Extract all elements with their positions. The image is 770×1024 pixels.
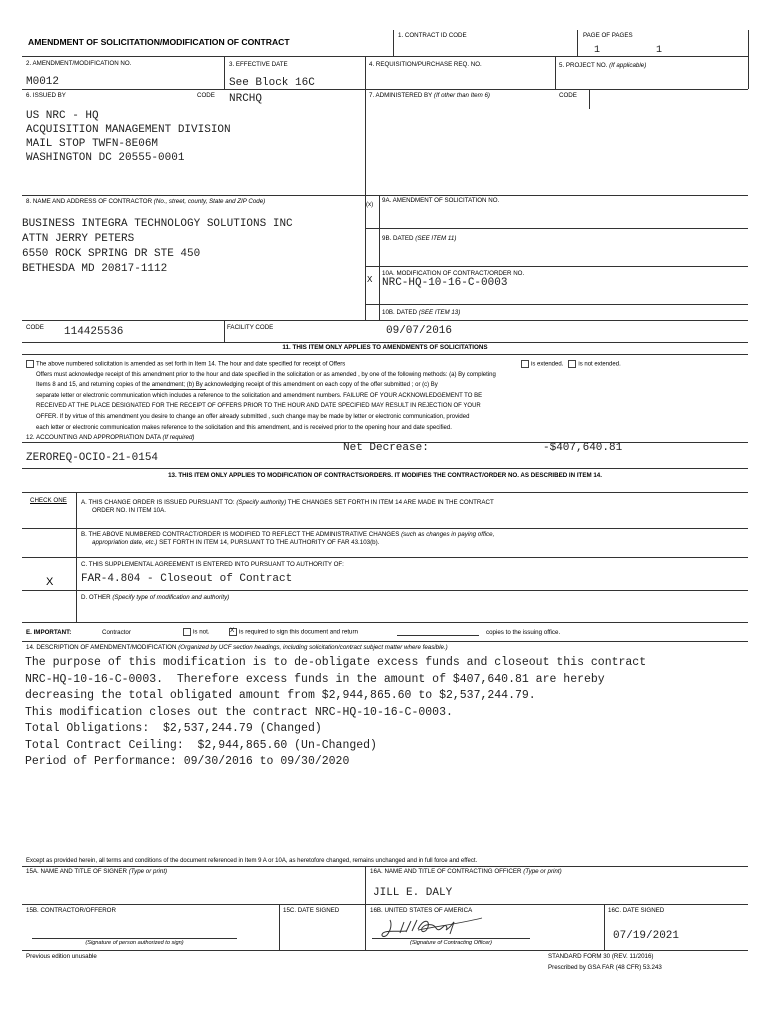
instruction-line: separate letter or electronic communication which includes a reference to the solicitation and amendment numbers. FAILURE OF YOUR ACKNOWLEDGEMENT TO BE bbox=[36, 393, 483, 399]
block14-label: 14. DESCRIPTION OF AMENDMENT/MODIFICATION (Organized by UCF section headings, including solicitation/contract subject matter where feasible.) bbox=[26, 644, 448, 651]
option-c[interactable]: C. THIS SUPPLEMENTAL AGREEMENT IS ENTERED INTO PURSUANT TO AUTHORITY OF: bbox=[81, 561, 344, 568]
block12-label: 12. ACCOUNTING AND APPROPRIATION DATA (If required) bbox=[26, 434, 195, 441]
is-required-checkbox[interactable] bbox=[229, 628, 237, 636]
date-signed-officer: 07/19/2021 bbox=[613, 930, 680, 942]
option-a-line2: ORDER NO. IN ITEM 10A. bbox=[92, 507, 166, 514]
contractor-code: 114425536 bbox=[64, 326, 124, 338]
instruction-line: Items 8 and 15, and returning copies of the amendment; (b) By acknowledging receipt of this amendment on each copy of the offer submitted ; or (c) By bbox=[36, 382, 438, 388]
block16c-label: 16C. DATE SIGNED bbox=[608, 907, 665, 914]
prescribed-by: Prescribed by GSA FAR (48 CFR) 53.243 bbox=[548, 964, 662, 971]
modification-check-mark: X bbox=[367, 275, 373, 284]
form-title: AMENDMENT OF SOLICITATION/MODIFICATION OF CONTRACT bbox=[28, 37, 290, 47]
page-of-pages-label: PAGE OF PAGES bbox=[583, 32, 633, 39]
copies-text: copies to the issuing office. bbox=[486, 629, 561, 636]
is-required-option: X is required to sign this document and return bbox=[230, 627, 359, 636]
option-b[interactable]: B. THE ABOVE NUMBERED CONTRACT/ORDER IS MODIFIED TO REFLECT THE ADMINISTRATIVE CHANGES (such as changes in paying office, bbox=[81, 531, 495, 538]
block16a-label: 16A. NAME AND TITLE OF CONTRACTING OFFICER (Type or print) bbox=[370, 868, 562, 875]
supplemental-authority: FAR-4.804 - Closeout of Contract bbox=[81, 573, 293, 585]
block5-label: 5. PROJECT NO. (If applicable) bbox=[559, 62, 647, 69]
is-required-mark: X bbox=[230, 627, 235, 634]
block4-label: 4. REQUISITION/PURCHASE REQ. NO. bbox=[369, 61, 482, 68]
important-label: E. IMPORTANT: bbox=[26, 629, 72, 636]
is-not-checkbox[interactable] bbox=[183, 628, 191, 636]
block6-label: 6. ISSUED BY bbox=[26, 92, 66, 99]
block7-label: 7. ADMINISTERED BY (If other than Item 6) bbox=[369, 92, 490, 99]
description-line: Period of Performance: 09/30/2016 to 09/30/2020 bbox=[25, 755, 350, 768]
block10a-label: 10A. MODIFICATION OF CONTRACT/ORDER NO. bbox=[382, 270, 525, 277]
address-line: ACQUISITION MANAGEMENT DIVISION bbox=[26, 124, 231, 136]
accounting-data: ZEROREQ-OCIO-21-0154 bbox=[26, 452, 159, 464]
instruction-line: each letter or electronic communication makes reference to the solicitation and this amendment, and is received prior to the opening hour and date specified. bbox=[36, 425, 452, 431]
facility-code-label: FACILITY CODE bbox=[227, 324, 274, 331]
block10b-label: 10B. DATED (SEE ITEM 13) bbox=[382, 309, 461, 316]
officer-signature-image bbox=[378, 914, 488, 940]
block7-code-label: CODE bbox=[559, 92, 577, 99]
description-line: This modification closes out the contract NRC-HQ-10-16-C-0003. bbox=[25, 705, 453, 719]
address-line: ATTN JERRY PETERS bbox=[22, 233, 135, 245]
option-c-check-mark: X bbox=[46, 576, 54, 588]
block11-title: 11. THIS ITEM ONLY APPLIES TO AMENDMENTS OF SOLICITATIONS bbox=[282, 344, 488, 351]
block2-label: 2. AMENDMENT/MODIFICATION NO. bbox=[26, 60, 132, 67]
block6-code-label: CODE bbox=[197, 92, 215, 99]
address-line: MAIL STOP TWFN-8E06M bbox=[26, 138, 159, 150]
instruction-line: OFFER. If by virtue of this amendment you desire to change an offer already submitted , such change may be made by letter or electronic communication, provided bbox=[36, 414, 470, 420]
description-line: NRC-HQ-10-16-C-0003. Therefore excess funds in the amount of $407,640.81 are hereby bbox=[25, 672, 605, 686]
address-line: BUSINESS INTEGRA TECHNOLOGY SOLUTIONS INC bbox=[22, 218, 293, 230]
block3-label: 3. EFFECTIVE DATE bbox=[229, 61, 288, 68]
offers-extended-option: is extended. is not extended. bbox=[521, 360, 621, 369]
net-change-label: Net Decrease: bbox=[343, 442, 429, 454]
block11-line1: The above numbered solicitation is amended as set forth in Item 14. The hour and date specified for receipt of Offers bbox=[26, 360, 345, 369]
officer-signature-caption: (Signature of Contracting Officer) bbox=[409, 940, 493, 946]
option-a[interactable]: A. THIS CHANGE ORDER IS ISSUED PURSUANT TO: (Specify authority) THE CHANGES SET FORTH IN ITEM 14 ARE MADE IN THE CONTRACT bbox=[81, 499, 494, 506]
net-change-amount: -$407,640.81 bbox=[543, 442, 623, 454]
block15a-label: 15A. NAME AND TITLE OF SIGNER (Type or print) bbox=[26, 868, 168, 875]
amendment-number: M0012 bbox=[26, 76, 60, 88]
contract-dated: 09/07/2016 bbox=[386, 325, 453, 337]
description-line: Total Obligations: $2,537,244.79 (Changed) bbox=[25, 722, 322, 735]
solicitation-checkbox[interactable] bbox=[26, 360, 34, 368]
option-d[interactable]: D. OTHER (Specify type of modification and authority) bbox=[81, 594, 230, 601]
effective-date: See Block 16C bbox=[229, 77, 315, 89]
extended-checkbox[interactable] bbox=[521, 360, 529, 368]
address-line: US NRC - HQ bbox=[26, 110, 99, 122]
issued-by-code: NRCHQ bbox=[229, 93, 263, 105]
pages-total: 1 bbox=[656, 45, 663, 56]
block15c-label: 15C. DATE SIGNED bbox=[283, 907, 340, 914]
address-line: WASHINGTON DC 20555-0001 bbox=[26, 152, 185, 164]
contract-order-number: NRC-HQ-10-16-C-0003 bbox=[382, 277, 508, 289]
page-number: 1 bbox=[594, 45, 601, 56]
block9a-label: 9A. AMENDMENT OF SOLICITATION NO. bbox=[382, 197, 500, 204]
block14-description bbox=[25, 655, 646, 771]
address-line: 6550 ROCK SPRING DR STE 450 bbox=[22, 248, 201, 260]
block13-title: 13. THIS ITEM ONLY APPLIES TO MODIFICATION OF CONTRACTS/ORDERS. IT MODIFIES THE CONTRACT/ORDER NO. AS DESCRIBED IN ITEM 14. bbox=[168, 472, 602, 479]
contract-id-label: 1. CONTRACT ID CODE bbox=[398, 32, 467, 39]
x-column-label: (x) bbox=[366, 201, 374, 208]
contractor-label: Contractor bbox=[102, 629, 131, 636]
instruction-line: RECEIVED AT THE PLACE DESIGNATED FOR THE RECEIPT OF OFFERS PRIOR TO THE HOUR AND DATE SPECIFIED MAY RESULT IN REJECTION OF YOUR bbox=[36, 403, 481, 409]
contractor-signature-caption: (Signature of person authorized to sign) bbox=[85, 940, 184, 946]
block8-label: 8. NAME AND ADDRESS OF CONTRACTOR (No., street, county, State and ZIP Code) bbox=[26, 198, 266, 205]
is-not-option: is not. bbox=[183, 628, 210, 636]
description-line: Total Contract Ceiling: $2,944,865.60 (Un-Changed) bbox=[25, 738, 377, 752]
block9b-label: 9B. DATED (SEE ITEM 11) bbox=[382, 235, 457, 242]
contracting-officer-name: JILL E. DALY bbox=[373, 887, 453, 899]
block16b-label: 16B. UNITED STATES OF AMERICA bbox=[370, 907, 473, 914]
address-line: BETHESDA MD 20817-1112 bbox=[22, 263, 168, 275]
not-extended-checkbox[interactable] bbox=[568, 360, 576, 368]
standard-form-number: STANDARD FORM 30 (REV. 11/2016) bbox=[548, 953, 654, 960]
contractor-code-label: CODE bbox=[26, 324, 44, 331]
check-one-label: CHECK ONE bbox=[30, 497, 67, 504]
option-b-line2: appropriation date, etc.) SET FORTH IN ITEM 14, PURSUANT TO THE AUTHORITY OF FAR 43.103(b). bbox=[92, 539, 380, 546]
description-line: The purpose of this modification is to de-obligate excess funds and closeout this contract bbox=[25, 656, 647, 669]
previous-edition: Previous edition unusable bbox=[26, 953, 97, 960]
block15b-label: 15B. CONTRACTOR/OFFEROR bbox=[26, 907, 116, 914]
except-statement: Except as provided herein, all terms and conditions of the document referenced in Item 9 A or 10A, as heretofore changed, remains unchanged and in full force and effect. bbox=[26, 858, 478, 864]
instruction-line: Offers must acknowledge receipt of this amendment prior to the hour and date specified in the solicitation or as amended , by one of the following methods: (a) By completing bbox=[36, 372, 496, 378]
description-line: decreasing the total obligated amount from $2,944,865.60 to $2,537,244.79. bbox=[25, 689, 536, 702]
